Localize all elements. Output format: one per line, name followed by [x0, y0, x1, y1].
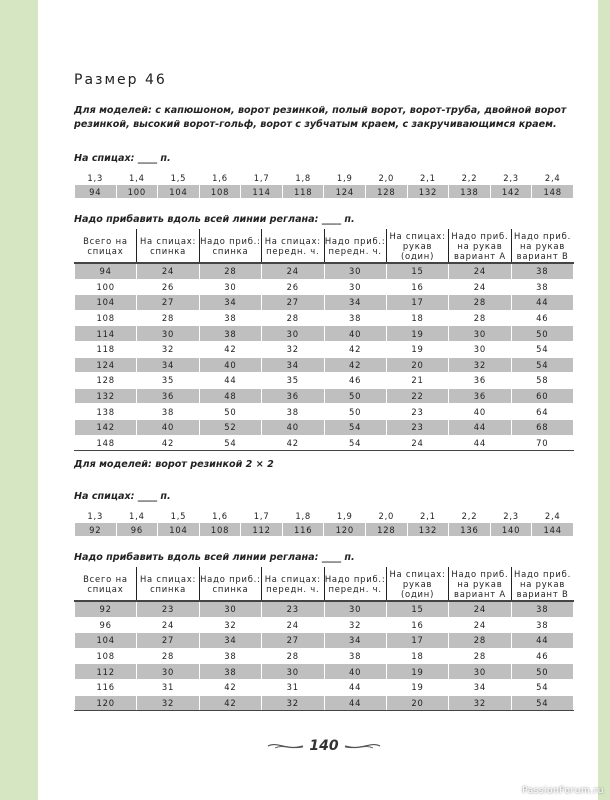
stitch-count-cell: 120	[324, 523, 366, 537]
table-cell: 24	[449, 617, 511, 633]
table-cell: 31	[262, 679, 324, 695]
table-cell: 28	[262, 648, 324, 664]
column-header: На спицах: передн. ч.	[262, 229, 324, 263]
left-flourish-icon	[267, 741, 305, 751]
column-header: Надо приб.: спинка	[199, 229, 261, 263]
table-cell: 42	[324, 341, 386, 357]
raglan-label-1: Надо прибавить вдоль всей линии реглана: ____ п.	[74, 214, 355, 225]
table-cell: 30	[449, 326, 511, 342]
table-cell: 27	[137, 295, 199, 311]
table-cell: 40	[199, 357, 261, 373]
column-header: Надо приб. на рукав вариант В	[511, 567, 573, 601]
table-cell: 35	[262, 373, 324, 389]
table-cell: 38	[511, 279, 573, 295]
table-cell: 15	[386, 263, 448, 279]
needle-size-cell: 1,4	[116, 171, 158, 185]
column-header: На спицах: спинка	[137, 567, 199, 601]
table-cell: 24	[137, 617, 199, 633]
needle-size-cell: 2,0	[366, 509, 408, 523]
needle-size-cell: 2,1	[407, 509, 449, 523]
table-cell: 128	[75, 373, 137, 389]
table-cell: 20	[386, 357, 448, 373]
needles-table-2	[74, 508, 574, 537]
stitch-count-cell: 140	[490, 523, 532, 537]
table-cell: 46	[511, 310, 573, 326]
stitch-count-cell: 128	[366, 523, 408, 537]
table-cell: 28	[449, 310, 511, 326]
stitch-count-cell: 118	[282, 185, 324, 199]
models-intro: Для моделей: с капюшоном, ворот резинкой, полый ворот, ворот-труба, двойной ворот резинкой, высокий ворот-гольф, ворот с зубчатым краем, с закручивающимся краем.	[74, 105, 567, 130]
table-cell: 142	[75, 419, 137, 435]
raglan-table-2	[74, 567, 574, 711]
table-cell: 42	[262, 435, 324, 451]
table-row	[75, 419, 574, 435]
table-cell: 52	[199, 419, 261, 435]
model-label-2: Для моделей: ворот резинкой 2 × 2	[74, 459, 274, 470]
table-cell: 38	[324, 310, 386, 326]
table-cell: 30	[449, 664, 511, 680]
table-cell: 138	[75, 404, 137, 420]
stitch-count-cell: 92	[75, 523, 117, 537]
page-number: 140	[309, 738, 339, 754]
table-cell: 34	[324, 295, 386, 311]
column-header: Всего на спицах	[75, 229, 137, 263]
table-cell: 30	[324, 601, 386, 617]
table-cell: 26	[137, 279, 199, 295]
table-cell: 44	[511, 633, 573, 649]
needle-size-cell: 1,8	[282, 509, 324, 523]
raglan-table-1	[74, 229, 574, 451]
needle-size-cell: 2,4	[532, 509, 574, 523]
table-cell: 15	[386, 601, 448, 617]
table-cell: 30	[199, 279, 261, 295]
table-cell: 108	[75, 648, 137, 664]
column-header: Надо приб.: спинка	[199, 567, 261, 601]
needle-size-cell: 1,6	[199, 509, 241, 523]
table-cell: 46	[511, 648, 573, 664]
table-cell: 26	[262, 279, 324, 295]
stitch-count-cell: 132	[407, 185, 449, 199]
right-flourish-icon	[343, 741, 381, 751]
table-cell: 30	[262, 326, 324, 342]
table-row	[75, 279, 574, 295]
table-cell: 92	[75, 601, 137, 617]
raglan-label-2: Надо прибавить вдоль всей линии реглана: ____ п.	[74, 552, 355, 563]
stitch-count-cell: 148	[532, 185, 574, 199]
needle-size-cell: 1,5	[158, 509, 200, 523]
table-cell: 32	[137, 341, 199, 357]
table-cell: 54	[511, 341, 573, 357]
table-cell: 23	[262, 601, 324, 617]
table-cell: 46	[324, 373, 386, 389]
table-cell: 38	[199, 648, 261, 664]
table-row	[75, 435, 574, 451]
table-cell: 32	[262, 341, 324, 357]
table-cell: 104	[75, 295, 137, 311]
stitch-count-row	[75, 523, 574, 537]
table-cell: 38	[511, 601, 573, 617]
table-cell: 132	[75, 388, 137, 404]
table-cell: 27	[262, 633, 324, 649]
needle-size-cell: 1,8	[282, 171, 324, 185]
book-page	[38, 0, 598, 800]
table-cell: 32	[199, 617, 261, 633]
table-cell: 35	[137, 373, 199, 389]
watermark: PassionForum.ru	[522, 786, 604, 796]
table-cell: 54	[324, 419, 386, 435]
table-cell: 22	[386, 388, 448, 404]
table-row	[75, 326, 574, 342]
needle-size-cell: 2,3	[490, 171, 532, 185]
needle-size-row	[75, 509, 574, 523]
table-cell: 54	[511, 679, 573, 695]
table-cell: 34	[199, 633, 261, 649]
column-header: На спицах: рукав (один)	[386, 229, 448, 263]
table-cell: 30	[137, 664, 199, 680]
table-cell: 50	[511, 326, 573, 342]
table-cell: 38	[511, 263, 573, 279]
table-cell: 148	[75, 435, 137, 451]
table-cell: 54	[199, 435, 261, 451]
table-cell: 54	[324, 435, 386, 451]
needle-size-cell: 1,4	[116, 509, 158, 523]
table-cell: 24	[386, 435, 448, 451]
table-cell: 108	[75, 310, 137, 326]
stitch-count-cell: 114	[241, 185, 283, 199]
table-cell: 20	[386, 695, 448, 711]
table-cell: 23	[386, 419, 448, 435]
needle-size-cell: 2,3	[490, 509, 532, 523]
table-cell: 32	[262, 695, 324, 711]
stitch-count-cell: 144	[532, 523, 574, 537]
needle-size-cell: 1,3	[75, 171, 117, 185]
needle-size-cell: 1,9	[324, 509, 366, 523]
table-cell: 40	[449, 404, 511, 420]
table-cell: 44	[324, 679, 386, 695]
table-cell: 32	[449, 695, 511, 711]
table-cell: 42	[199, 341, 261, 357]
table-cell: 124	[75, 357, 137, 373]
needles-label-1: На спицах: ____ п.	[74, 153, 171, 164]
table-cell: 18	[386, 648, 448, 664]
table-cell: 40	[324, 326, 386, 342]
table-cell: 50	[324, 404, 386, 420]
needle-size-cell: 2,1	[407, 171, 449, 185]
table-cell: 44	[449, 435, 511, 451]
table-cell: 58	[511, 373, 573, 389]
table-row	[75, 404, 574, 420]
table-cell: 32	[137, 695, 199, 711]
table-cell: 36	[449, 388, 511, 404]
table-cell: 104	[75, 633, 137, 649]
table-cell: 30	[262, 664, 324, 680]
stitch-count-cell: 104	[158, 523, 200, 537]
table-cell: 38	[199, 326, 261, 342]
table-cell: 34	[449, 679, 511, 695]
needle-size-cell: 2,2	[449, 509, 491, 523]
table-cell: 60	[511, 388, 573, 404]
table-cell: 44	[324, 695, 386, 711]
table-cell: 34	[137, 357, 199, 373]
column-header: Надо приб.: передн. ч.	[324, 567, 386, 601]
table-cell: 54	[511, 357, 573, 373]
table-cell: 38	[511, 617, 573, 633]
table-cell: 38	[199, 664, 261, 680]
needle-size-cell: 2,4	[532, 171, 574, 185]
table-cell: 38	[324, 648, 386, 664]
column-header: На спицах: передн. ч.	[262, 567, 324, 601]
table-cell: 30	[324, 279, 386, 295]
table-cell: 40	[324, 664, 386, 680]
table-cell: 34	[199, 295, 261, 311]
stitch-count-cell: 108	[199, 185, 241, 199]
table-cell: 24	[449, 601, 511, 617]
table-cell: 16	[386, 279, 448, 295]
page-footer	[74, 738, 574, 754]
table-cell: 50	[511, 664, 573, 680]
table-cell: 36	[262, 388, 324, 404]
stitch-count-row	[75, 185, 574, 199]
table-cell: 16	[386, 617, 448, 633]
needle-size-cell: 1,6	[199, 171, 241, 185]
stitch-count-cell: 136	[449, 523, 491, 537]
page-heading: Размер 46	[74, 72, 167, 88]
table-row	[75, 679, 574, 695]
table-cell: 70	[511, 435, 573, 451]
column-header: Надо приб. на рукав вариант А	[449, 229, 511, 263]
table-row	[75, 310, 574, 326]
stitch-count-cell: 116	[282, 523, 324, 537]
table-cell: 31	[137, 679, 199, 695]
table-cell: 27	[137, 633, 199, 649]
table-cell: 28	[137, 648, 199, 664]
column-header: Надо приб.: передн. ч.	[324, 229, 386, 263]
table-cell: 42	[199, 679, 261, 695]
stitch-count-cell: 138	[449, 185, 491, 199]
table-cell: 32	[324, 617, 386, 633]
table-cell: 116	[75, 679, 137, 695]
table-cell: 19	[386, 326, 448, 342]
stitch-count-cell: 100	[116, 185, 158, 199]
stitch-count-cell: 132	[407, 523, 449, 537]
needle-size-cell: 1,3	[75, 509, 117, 523]
table-cell: 28	[449, 633, 511, 649]
stitch-count-cell: 142	[490, 185, 532, 199]
table-cell: 64	[511, 404, 573, 420]
needle-size-cell: 2,0	[366, 171, 408, 185]
table-cell: 48	[199, 388, 261, 404]
table-cell: 112	[75, 664, 137, 680]
stitch-count-cell: 96	[116, 523, 158, 537]
table-cell: 34	[324, 633, 386, 649]
table-cell: 24	[449, 279, 511, 295]
table-cell: 23	[386, 404, 448, 420]
table-cell: 40	[137, 419, 199, 435]
table-cell: 50	[324, 388, 386, 404]
table-row	[75, 357, 574, 373]
table-row	[75, 388, 574, 404]
table-cell: 94	[75, 263, 137, 279]
table-cell: 36	[137, 388, 199, 404]
table-cell: 42	[324, 357, 386, 373]
table-cell: 30	[449, 341, 511, 357]
table-cell: 44	[199, 373, 261, 389]
stitch-count-cell: 124	[324, 185, 366, 199]
table-cell: 28	[449, 295, 511, 311]
table-cell: 38	[137, 404, 199, 420]
table-row	[75, 664, 574, 680]
table-cell: 44	[449, 419, 511, 435]
table-cell: 40	[262, 419, 324, 435]
stitch-count-cell: 104	[158, 185, 200, 199]
table-row	[75, 695, 574, 711]
column-header: Надо приб. на рукав вариант А	[449, 567, 511, 601]
table-cell: 30	[199, 601, 261, 617]
table-row	[75, 617, 574, 633]
table-row	[75, 295, 574, 311]
table-row	[75, 633, 574, 649]
needles-table-1	[74, 170, 574, 199]
table-cell: 38	[199, 310, 261, 326]
table-cell: 24	[262, 263, 324, 279]
table-cell: 19	[386, 679, 448, 695]
stitch-count-cell: 112	[241, 523, 283, 537]
column-header: Надо приб. на рукав вариант В	[511, 229, 573, 263]
needle-size-row	[75, 171, 574, 185]
table-cell: 118	[75, 341, 137, 357]
table-cell: 24	[262, 617, 324, 633]
column-header: Всего на спицах	[75, 567, 137, 601]
needles-label-2: На спицах: ____ п.	[74, 491, 171, 502]
needle-size-cell: 1,7	[241, 171, 283, 185]
table-cell: 18	[386, 310, 448, 326]
table-cell: 44	[511, 295, 573, 311]
table-cell: 54	[511, 695, 573, 711]
table-cell: 19	[386, 341, 448, 357]
table-cell: 17	[386, 295, 448, 311]
table-cell: 68	[511, 419, 573, 435]
table-cell: 38	[262, 404, 324, 420]
table-cell: 24	[137, 263, 199, 279]
stitch-count-cell: 94	[75, 185, 117, 199]
needle-size-cell: 2,2	[449, 171, 491, 185]
table-cell: 28	[449, 648, 511, 664]
table-row	[75, 263, 574, 279]
table-cell: 34	[262, 357, 324, 373]
needle-size-cell: 1,7	[241, 509, 283, 523]
table-cell: 27	[262, 295, 324, 311]
table-row	[75, 648, 574, 664]
table-cell: 23	[137, 601, 199, 617]
table-cell: 30	[324, 263, 386, 279]
table-cell: 30	[137, 326, 199, 342]
table-row	[75, 341, 574, 357]
table-cell: 32	[449, 357, 511, 373]
table-cell: 114	[75, 326, 137, 342]
table-cell: 96	[75, 617, 137, 633]
table-cell: 120	[75, 695, 137, 711]
table-row	[75, 601, 574, 617]
table-cell: 42	[137, 435, 199, 451]
needle-size-cell: 1,9	[324, 171, 366, 185]
table-cell: 42	[199, 695, 261, 711]
table-cell: 50	[199, 404, 261, 420]
table-cell: 28	[262, 310, 324, 326]
stitch-count-cell: 108	[199, 523, 241, 537]
table-row	[75, 373, 574, 389]
table-cell: 28	[199, 263, 261, 279]
table-cell: 21	[386, 373, 448, 389]
table-cell: 36	[449, 373, 511, 389]
column-header: На спицах: спинка	[137, 229, 199, 263]
table-cell: 28	[137, 310, 199, 326]
column-header: На спицах: рукав (один)	[386, 567, 448, 601]
needle-size-cell: 1,5	[158, 171, 200, 185]
table-cell: 19	[386, 664, 448, 680]
table-cell: 24	[449, 263, 511, 279]
table-cell: 100	[75, 279, 137, 295]
table-cell: 17	[386, 633, 448, 649]
stitch-count-cell: 128	[366, 185, 408, 199]
